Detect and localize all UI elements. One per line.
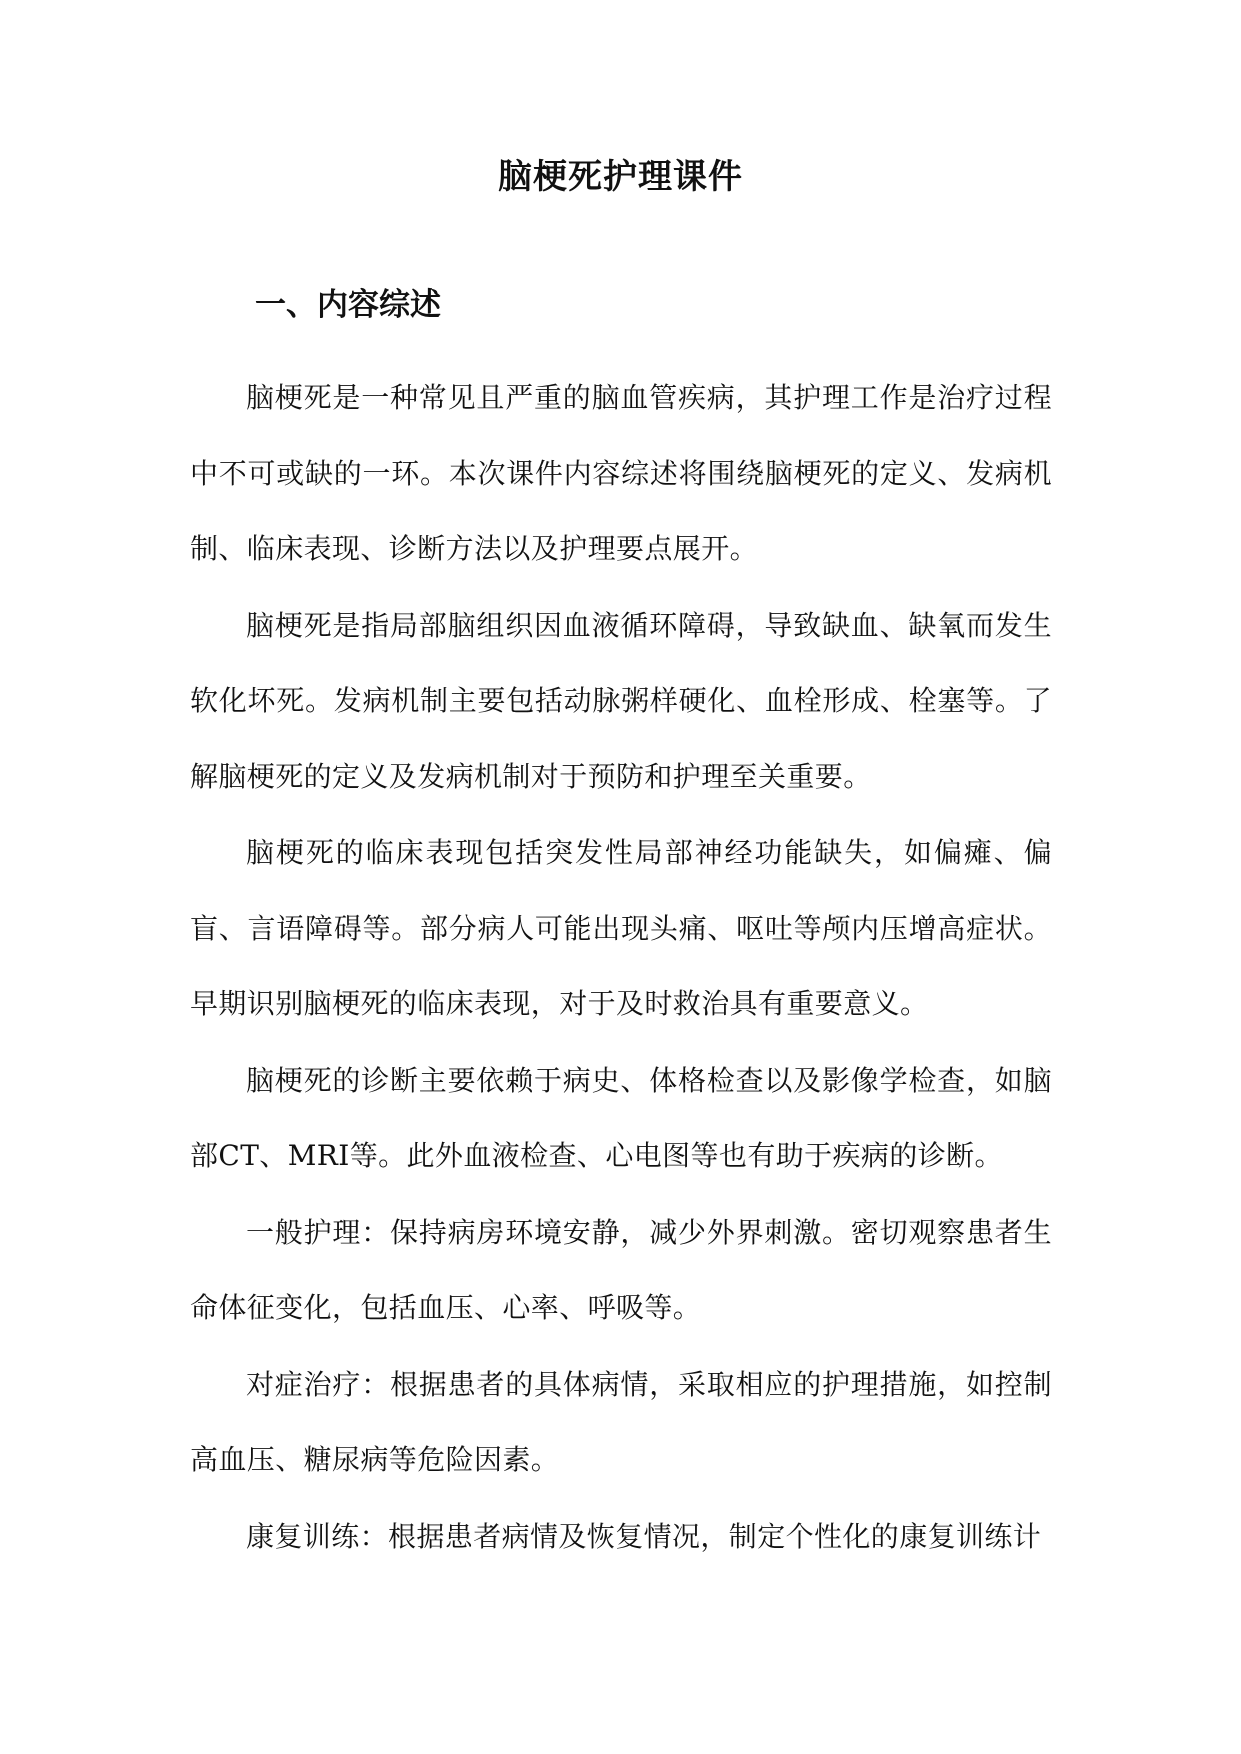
paragraph-rehabilitation: 康复训练：根据患者病情及恢复情况，制定个性化的康复训练计 — [246, 1519, 1042, 1553]
paragraph-symptomatic-treatment: 对症治疗：根据患者的具体病情，采取相应的护理措施，如控制高血压、糖尿病等危险因素。 — [190, 1367, 1052, 1476]
paragraph-clinical-signs: 脑梗死的临床表现包括突发性局部神经功能缺失，如偏瘫、偏盲、言语障碍等。部分病人可能出现头痛、呕吐等颅内压增高症状。早期识别脑梗死的临床表现，对于及时救治具有重要意义。 — [190, 836, 1052, 1020]
paragraph-general-care: 一般护理：保持病房环境安静，减少外界刺激。密切观察患者生命体征变化，包括血压、心率、呼吸等。 — [190, 1215, 1052, 1324]
section-heading: 一、内容综述 — [255, 287, 441, 323]
paragraph-diagnosis: 脑梗死的诊断主要依赖于病史、体格检查以及影像学检查，如脑部CT、MRI等。此外血液检查、心电图等也有助于疾病的诊断。 — [190, 1063, 1052, 1172]
paragraph-definition-overview: 脑梗死是一种常见且严重的脑血管疾病，其护理工作是治疗过程中不可或缺的一环。本次课件内容综述将围绕脑梗死的定义、发病机制、临床表现、诊断方法以及护理要点展开。 — [190, 381, 1052, 565]
paragraph-mechanism: 脑梗死是指局部脑组织因血液循环障碍，导致缺血、缺氧而发生软化坏死。发病机制主要包括动脉粥样硬化、血栓形成、栓塞等。了解脑梗死的定义及发病机制对于预防和护理至关重要。 — [190, 608, 1052, 793]
document-body — [190, 360, 1052, 1575]
document-title: 脑梗死护理课件 — [498, 157, 743, 197]
